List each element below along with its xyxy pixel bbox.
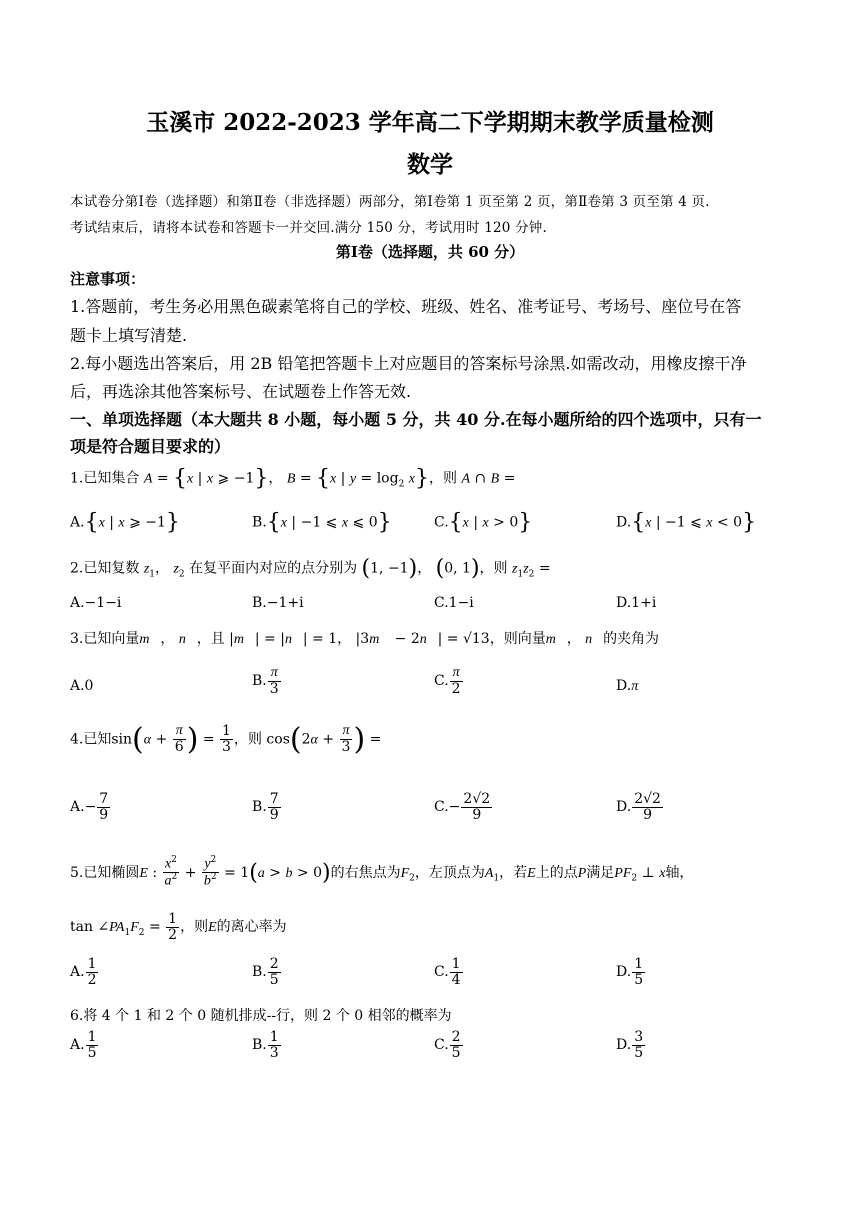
q1-option-c[interactable]: C.{x | x > 0} — [434, 510, 533, 535]
q5-option-c[interactable]: C. $\frac{1}{4}$ — [434, 956, 461, 988]
q6-option-d[interactable]: D. $\frac{3}{5}$ — [616, 1029, 644, 1061]
note-1-line-1: 1.答题前，考生务必用黑色碳素笔将自己的学校、班级、姓名、准考证号、考场号、座位号在答 — [70, 297, 742, 316]
q4-option-a[interactable]: A.− $\frac{7}{9}$ — [70, 791, 109, 823]
notes-heading: 注意事项： — [70, 270, 146, 288]
volume-title: 第Ⅰ卷（选择题，共 60 分） — [335, 243, 525, 261]
question-5: 5.已知椭圆E : $\frac{x^2}{a^2}$ + $\frac{y^2}{b^2}$ = 1(a > b > 0)的右焦点为$F_2$，左顶点为$A_1$，若E上的点P满足$PF_2$ ⊥ x轴， — [70, 855, 694, 889]
q6-option-c[interactable]: C. $\frac{2}{5}$ — [434, 1029, 461, 1061]
q3-option-a[interactable]: A.0 — [70, 678, 94, 694]
question-3: 3.已知向量m⃗， n⃗，且 |m⃗| = |n⃗| = 1， |3m⃗ − 2n⃗| = √13，则向量m⃗， n⃗的夹角为 — [70, 631, 660, 647]
question-5-line-2: $\tan \angle PA_1F_2$ = $\frac{1}{2}$ ，则E的离心率为 — [70, 911, 287, 943]
q6-option-b[interactable]: B. $\frac{1}{3}$ — [252, 1029, 279, 1061]
q2-option-d[interactable]: D.1+i — [616, 595, 657, 611]
q2-option-b[interactable]: B.−1+i — [252, 595, 304, 611]
q5-option-b[interactable]: B. $\frac{2}{5}$ — [252, 956, 279, 988]
exam-title: 玉溪市 2022-2023 学年高二下学期期末教学质量检测 — [146, 109, 714, 136]
q2-option-c[interactable]: C.1−i — [434, 595, 474, 611]
q1-option-d[interactable]: D.{x | −1 ⩽ x < 0} — [616, 510, 757, 535]
question-4: 4.已知sin(α + $\frac{\pi}{6}$ ) = $\frac{1}{3}$ ，则 cos(2α + $\frac{\pi}{3}$ ) = — [70, 722, 382, 757]
intro-line-2: 考试结束后，请将本试卷和答题卡一并交回.满分 150 分，考试用时 120 分钟. — [70, 220, 547, 236]
question-2: 2.已知复数 $z_1$， $z_2$ 在复平面内对应的点分别为 (1, −1)， (0, 1)，则 $z_1z_2$ = — [70, 556, 551, 581]
q5-option-a[interactable]: A. $\frac{1}{2}$ — [70, 956, 97, 988]
section-1-heading-line-2: 项是符合题目要求的） — [70, 437, 231, 456]
q3-option-b[interactable]: B. $\frac{\pi}{3}$ — [252, 665, 279, 697]
q2-option-a[interactable]: A.−1−i — [70, 595, 122, 611]
subject-title: 数学 — [407, 151, 453, 178]
intro-line-1: 本试卷分第Ⅰ卷（选择题）和第Ⅱ卷（非选择题）两部分，第Ⅰ卷第 1 页至第 2 页，第Ⅱ卷第 3 页至第 4 页. — [70, 194, 710, 210]
question-1: 1.已知集合 A = {x | x ⩾ −1}， B = {x | $y = \log_2 x$}，则 A ∩ B = — [70, 466, 516, 491]
note-2-line-2: 后，再选涂其他答案标号、在试题卷上作答无效. — [70, 382, 412, 401]
q4-option-d[interactable]: D. $\frac{2√2}{9}$ — [616, 791, 661, 823]
q4-option-c[interactable]: C.− $\frac{2√2}{9}$ — [434, 791, 491, 823]
q4-option-b[interactable]: B. $\frac{7}{9}$ — [252, 791, 279, 823]
q6-option-a[interactable]: A. $\frac{1}{5}$ — [70, 1029, 97, 1061]
q1-option-a[interactable]: A.{x | x ⩾ −1} — [70, 510, 180, 535]
q5-option-d[interactable]: D. $\frac{1}{5}$ — [616, 956, 644, 988]
q3-option-d[interactable]: D.π — [616, 678, 639, 694]
q3-option-c[interactable]: C. $\frac{\pi}{2}$ — [434, 665, 461, 697]
question-6: 6.将 4 个 1 和 2 个 0 随机排成--行，则 2 个 0 相邻的概率为 — [70, 1008, 452, 1024]
note-1-line-2: 题卡上填写清楚. — [70, 326, 188, 345]
section-1-heading-line-1: 一、单项选择题（本大题共 8 小题，每小题 5 分，共 40 分.在每小题所给的四个选项中，只有一 — [70, 410, 762, 429]
note-2-line-1: 2.每小题选出答案后，用 2B 铅笔把答题卡上对应题目的答案标号涂黑.如需改动，用橡皮擦干净 — [70, 354, 747, 373]
q1-option-b[interactable]: B.{x | −1 ⩽ x ⩽ 0} — [252, 510, 392, 535]
